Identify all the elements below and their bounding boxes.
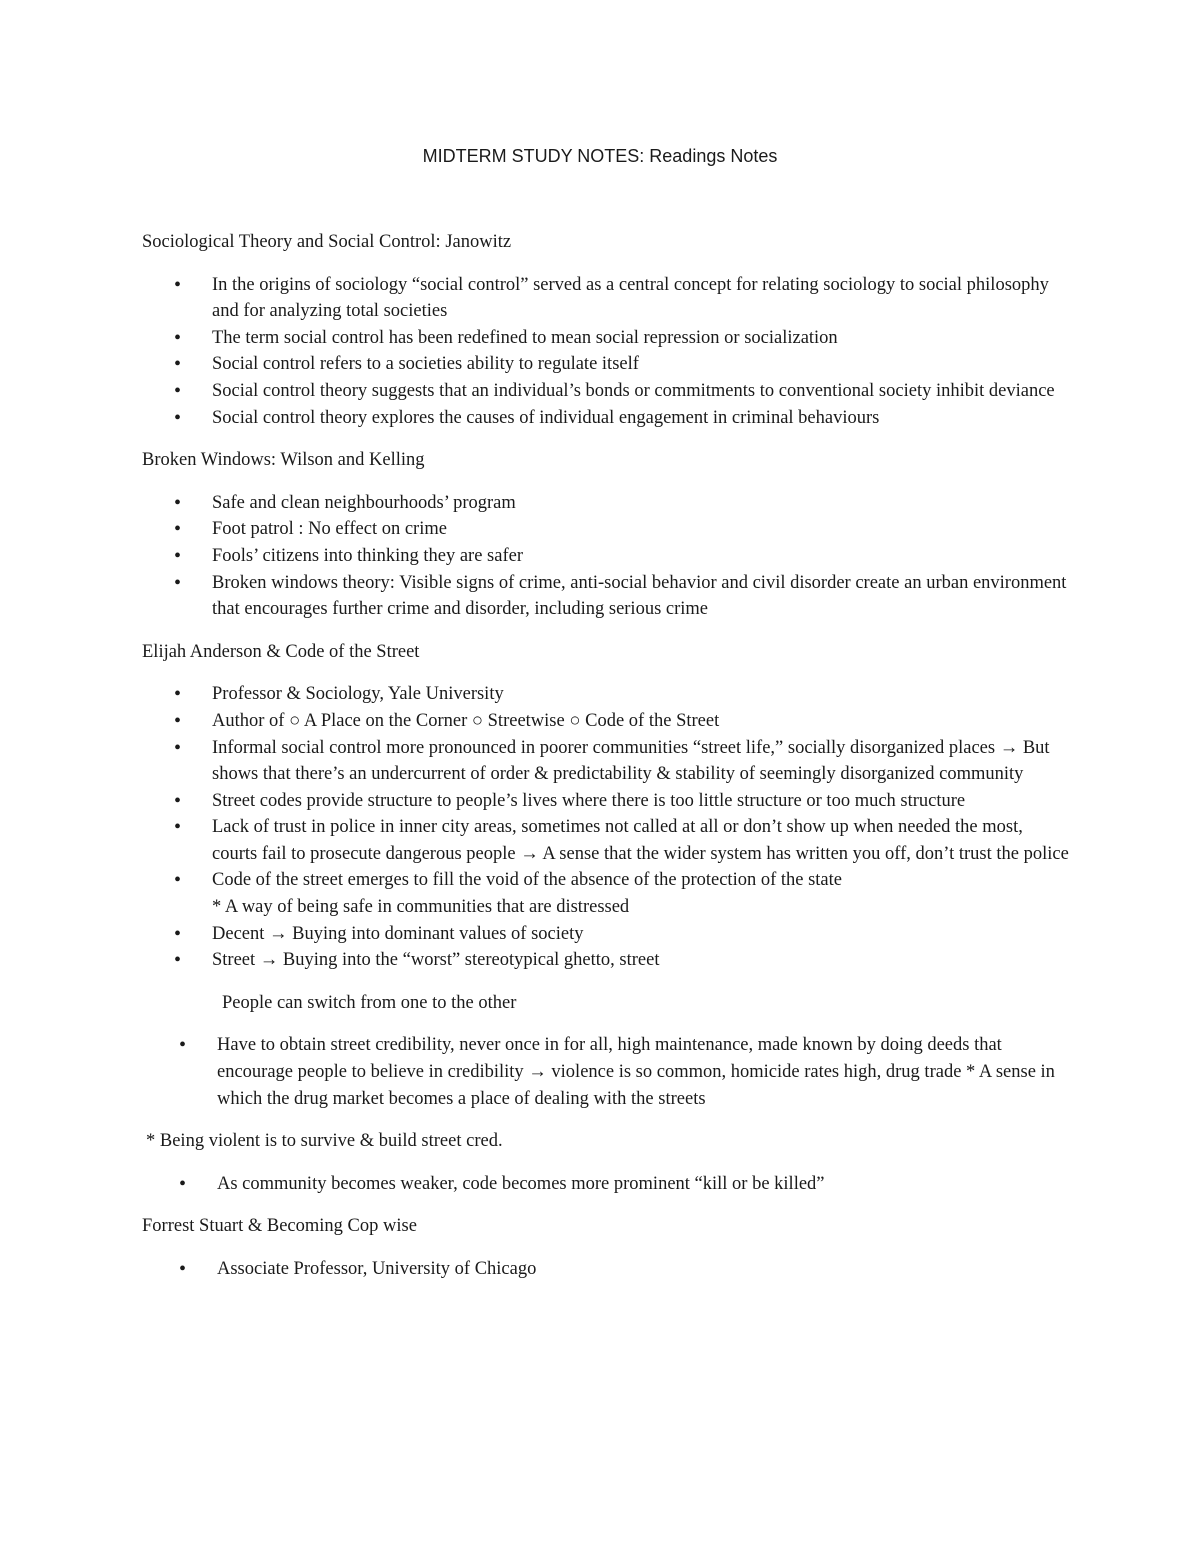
section-heading-janowitz: Sociological Theory and Social Control: Janowitz <box>142 232 512 252</box>
list-item: • Social control refers to a societies ability to regulate itself <box>142 351 1072 378</box>
list-item: • Informal social control more pronounced in poorer communities “street life,” socially disorganized places → But shows that there’s an undercurrent of order & predictability & stability of seemingly disorganized community <box>142 735 1072 788</box>
page-title: MIDTERM STUDY NOTES: Readings Notes <box>422 146 778 166</box>
anderson-list <box>142 681 1072 974</box>
list-item: • Street → Buying into the “worst” stereotypical ghetto, street <box>142 947 1072 974</box>
switch-note: People can switch from one to the other <box>222 992 517 1013</box>
list-item: • The term social control has been redefined to mean social repression or socialization <box>142 325 1072 352</box>
list-item-text: Code of the street emerges to fill the void of the absence of the protection of the state <box>212 870 842 891</box>
list-item: • Author of ○ A Place on the Corner ○ Streetwise ○ Code of the Street <box>142 708 1072 735</box>
list-item: • Safe and clean neighbourhoods’ program <box>142 490 1072 517</box>
section-heading-broken-windows: Broken Windows: Wilson and Kelling <box>142 450 425 471</box>
list-item: • Broken windows theory: Visible signs of crime, anti-social behavior and civil disorder create an urban environment that encourages further crime and disorder, including serious crime <box>142 570 1072 623</box>
violent-note: * Being violent is to survive & build street cred. <box>146 1131 503 1152</box>
credibility-list <box>142 1032 1072 1112</box>
list-item: • Foot patrol : No effect on crime <box>142 516 1072 543</box>
stuart-list <box>142 1256 1072 1283</box>
community-list <box>142 1171 1072 1198</box>
list-item: • Street codes provide structure to people’s lives where there is too little structure or too much structure <box>142 788 1072 815</box>
list-item-with-note <box>142 867 1072 920</box>
list-item: • In the origins of sociology “social control” served as a central concept for relating sociology to social philosophy and for analyzing total societies <box>142 272 1072 325</box>
section-heading-anderson: Elijah Anderson & Code of the Street <box>142 641 420 662</box>
list-item: • Social control theory suggests that an individual’s bonds or commitments to conventional society inhibit deviance <box>142 378 1072 405</box>
list-item: • Professor & Sociology, Yale University <box>142 681 1072 708</box>
list-item: • Decent → Buying into dominant values of society <box>142 921 1072 948</box>
document-body <box>142 229 1072 1299</box>
list-item: • Associate Professor, University of Chicago <box>142 1256 1072 1283</box>
janowitz-list <box>142 272 1072 432</box>
list-item: • As community becomes weaker, code becomes more prominent “kill or be killed” <box>142 1171 1072 1198</box>
list-item: • Lack of trust in police in inner city areas, sometimes not called at all or don’t show up when needed the most, courts fail to prosecute dangerous people → A sense that the wider system has written you off, don’t trust the police <box>142 814 1072 867</box>
list-item: • Fools’ citizens into thinking they are safer <box>142 543 1072 570</box>
list-item: • Social control theory explores the causes of individual engagement in criminal behaviours <box>142 405 1072 432</box>
section-heading-stuart: Forrest Stuart & Becoming Cop wise <box>142 1216 417 1237</box>
list-item-subnote: * A way of being safe in communities that are distressed <box>212 897 630 918</box>
broken-windows-list <box>142 490 1072 623</box>
list-item: • Have to obtain street credibility, never once in for all, high maintenance, made known by doing deeds that encourage people to believe in credibility → violence is so common, homicide rates high, drug trade * A sense in which the drug market becomes a place of dealing with the streets <box>142 1032 1072 1112</box>
